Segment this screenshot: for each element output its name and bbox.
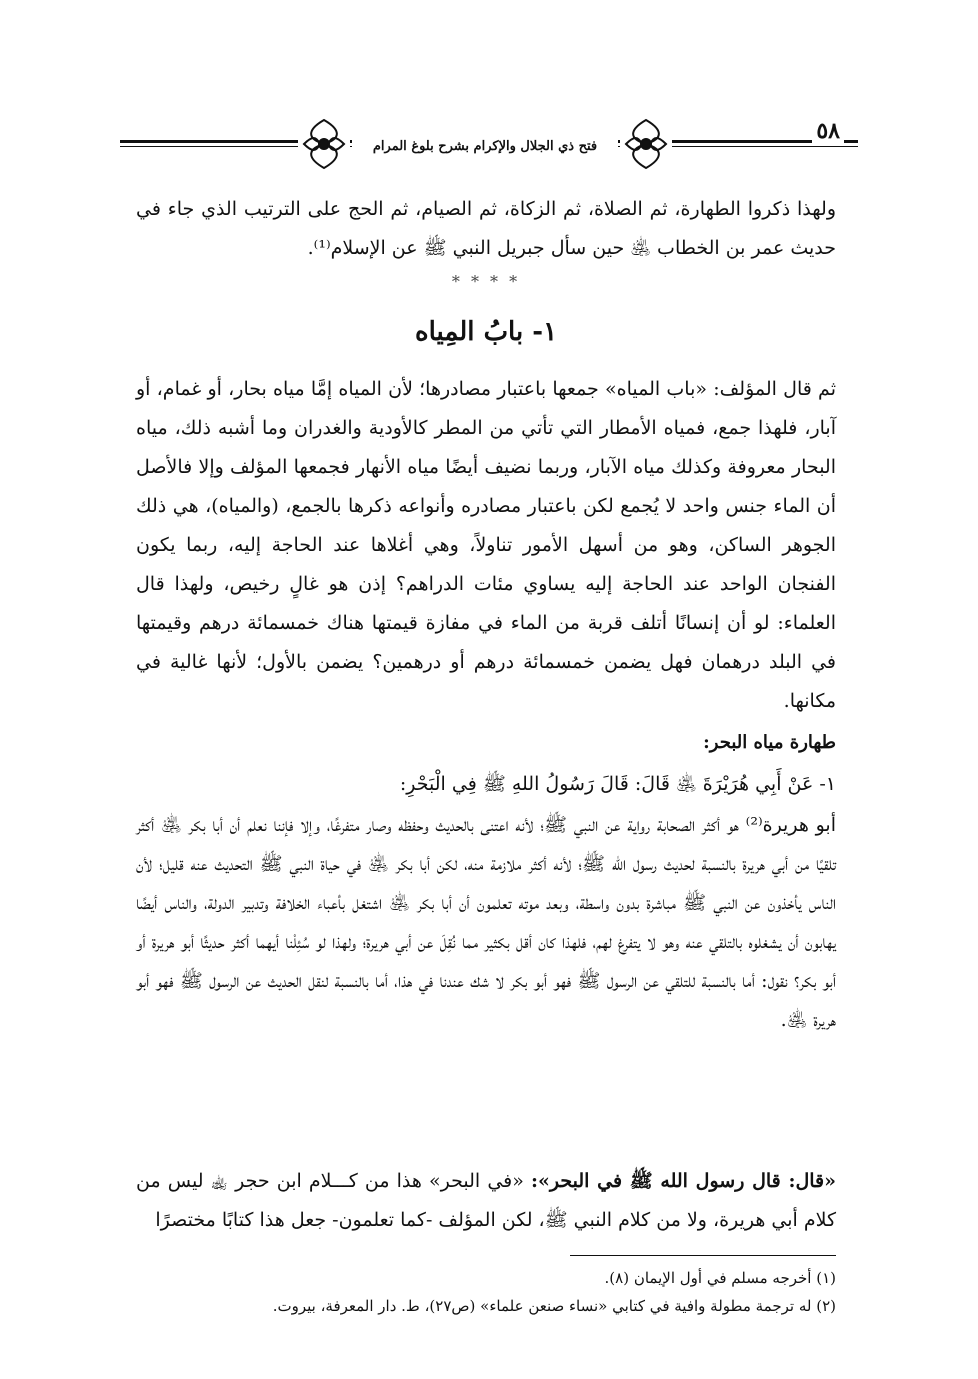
hadith-text: ١- عَنْ أَبِي هُرَيْرَةَ ﵁ قَالَ: قَالَ رَسُولُ اللهِ ﷺ فِي الْبَحْرِ: — [399, 773, 836, 795]
page-header — [120, 112, 858, 182]
footnotes — [136, 1264, 836, 1320]
floral-ornament-icon — [620, 114, 672, 174]
footnote-1: (١) أخرجه مسلم في أول الإيمان (٨). — [604, 1269, 836, 1287]
page-number: ٥٨ — [812, 118, 844, 144]
floral-ornament-right-icon — [620, 114, 672, 174]
paragraph-commentary-lead: «قال: قال رسول الله ﷺ في البحر»: — [531, 1170, 837, 1192]
paragraph-water-types: ثم قال المؤلف: «باب المياه» جمعها باعتبار مصادرها؛ لأن المياه إمَّا مياه بحار، أو غمام، أو آبار، فلهذا جمع، فمياه الأمطار التي تأتي من المطر كالأودية والغدران وما أشبه ذلك، مياه البحار معروفة وكذلك مياه الآبار، وربما نضيف أيضًا مياه الأنهار فجمعها المؤلف وإلا فالأصل أن الماء جنس واحد لا يُجمع لكن باعتبار مصادره وأنواعه ذكرها بالجمع، (والمياه)، هي ذلك الجوهر الساكن، وهو من أسهل الأمور تناولاً، وهي أغلاها عند الحاجة إليه، ربما يكون الفنجان الواحد عند الحاجة إليه يساوي مئات الدراهم؟ إذن هو غالٍ رخيص، ولهذا قال العلماء: لو أن إنسانًا أتلف قربة من الماء في مفازة قيمتها هناك خمسمائة درهم وقيمتها في البلد درهمان فهل يضمن خمسمائة درهم أو درهمين؟ يضمن بالأول؛ لأنها غالية في مكانها. — [136, 378, 836, 712]
floral-ornament-icon — [298, 114, 350, 174]
paragraph-abu-hurayrah: أبو هريرة⁽²⁾ هو أكثر الصحابة رواية عن النبي ﷺ؛ لأنه اعتنى بالحديث وحفظه وصار متفرغًا، وإلا فإننا نعلم أن أبا بكر ﵁ أكثر تلقيًا من أبي هريرة بالنسبة لحديث رسول الله ﷺ؛ لأنه أكثر ملازمة منه، لكن أبا بكر ﵁ في حياة النبي ﷺ التحديث عنه قليل؛ لأن الناس يأخذون عن النبي ﷺ مباشرة بدون واسطة، وبعد موته تعلمون أن أبا بكر ﵁ اشتغل بأعباء الخلافة وتدبير الدولة، والناس أيضًا يهابون أن يشغلوه بالتلقي عنه وهو لا يتفرغ لهم، فلهذا كان أقل بكثير مما نُقِلَ عن أبي هريرة؛ ولهذا لو سُئِلْنا أيهما أكثر حديثًا أبو هريرة أو أبو بكر؟ نقول: أما بالنسبة للتلقي عن الرسول ﷺ فهو أبو بكر لا شك عندنا في هذا، أما بالنسبة لنقل الحديث عن الرسول ﷺ فهو أبو هريرة ﵁. — [136, 814, 836, 1031]
floral-ornament-left-icon — [298, 114, 350, 174]
section-heading: طهارة مياه البحر: — [703, 732, 836, 753]
chapter-title: ١- بابُ المِياه — [414, 317, 558, 347]
paragraph-commentary — [136, 1162, 836, 1240]
paragraph-commentary-body: «في البحر» هذا من كـــلام ابن حجر ﵀ ليس من كلام أبي هريرة، ولا من كلام النبي ﷺ، لكن المؤلف -كما تعلمون- جعل هذا كتابًا مختصرًا — [136, 1170, 836, 1231]
footnote-divider — [570, 1255, 836, 1256]
section-separator: * * * * — [451, 272, 521, 291]
intro-paragraph: ولهذا ذكروا الطهارة، ثم الصلاة، ثم الزكاة، ثم الصيام، ثم الحج على الترتيب الذي جاء في حديث عمر بن الخطاب ﵁ حين سأل جبريل النبي ﷺ عن الإسلام⁽¹⁾. — [136, 198, 836, 259]
footnote-2: (٢) له ترجمة مطولة وافية في كتابي «نساء صنعن علماء» (ص٢٧)، ط. دار المعرفة، بيروت. — [272, 1297, 836, 1315]
running-title: فتح ذي الجلال والإكرام بشرح بلوغ المرام — [352, 128, 618, 166]
